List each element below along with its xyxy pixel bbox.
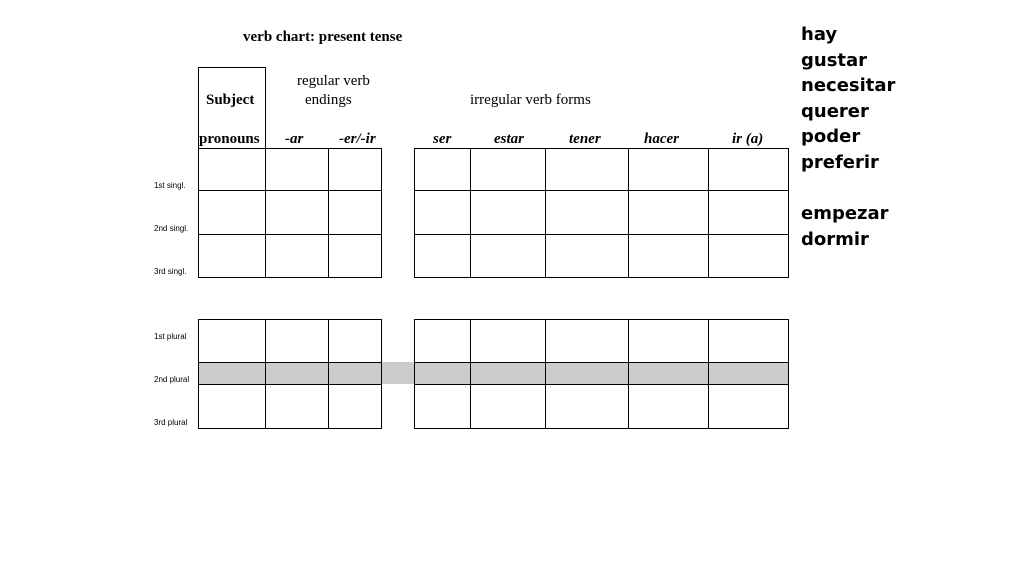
grid-cell-irregular bbox=[628, 234, 709, 278]
grid-cell-regular bbox=[328, 148, 382, 191]
header-ar: -ar bbox=[285, 131, 304, 147]
grid-cell-irregular bbox=[628, 362, 709, 385]
grid-cell-irregular bbox=[628, 319, 709, 363]
verb-item: necesitar bbox=[801, 75, 896, 97]
grid-cell-irregular bbox=[545, 234, 629, 278]
grid-cell-irregular bbox=[628, 384, 709, 429]
grid-cell-regular bbox=[198, 319, 266, 363]
header-tener: tener bbox=[569, 131, 601, 147]
chart-title: verb chart: present tense bbox=[243, 29, 403, 45]
header-ir: ir (a) bbox=[732, 131, 764, 147]
grid-cell-irregular bbox=[414, 362, 471, 385]
grid-cell-regular bbox=[265, 319, 329, 363]
grid-cell-irregular bbox=[470, 190, 546, 235]
grid-cell-regular bbox=[265, 362, 329, 385]
grid-cell-irregular bbox=[414, 234, 471, 278]
row-label-1st-singular: 1st singl. bbox=[154, 181, 186, 190]
grid-cell-irregular bbox=[545, 148, 629, 191]
grid-cell-irregular bbox=[545, 362, 629, 385]
grid-cell-regular bbox=[198, 362, 266, 385]
header-endings: endings bbox=[305, 92, 352, 108]
grid-cell-irregular bbox=[414, 190, 471, 235]
grid-cell-regular bbox=[265, 234, 329, 278]
grid-cell-regular bbox=[198, 234, 266, 278]
verb-item: preferir bbox=[801, 151, 879, 173]
grid-cell-regular bbox=[328, 190, 382, 235]
grid-cell-irregular bbox=[628, 148, 709, 191]
grid-cell-irregular bbox=[628, 190, 709, 235]
verb-item: dormir bbox=[801, 228, 869, 250]
row-label-1st-plural: 1st plural bbox=[154, 332, 187, 341]
grid-cell-irregular bbox=[545, 319, 629, 363]
grid-cell-irregular bbox=[708, 148, 789, 191]
header-estar: estar bbox=[494, 131, 524, 147]
grid-cell-irregular bbox=[414, 384, 471, 429]
header-regular-verb: regular verb bbox=[297, 73, 370, 89]
grid-cell-irregular bbox=[545, 190, 629, 235]
row-label-3rd-singular: 3rd singl. bbox=[154, 267, 187, 276]
grid-cell-regular bbox=[198, 384, 266, 429]
grid-cell-irregular bbox=[708, 234, 789, 278]
grid-cell-irregular bbox=[414, 148, 471, 191]
grid-cell-irregular bbox=[414, 319, 471, 363]
subject-header-top-line bbox=[198, 67, 266, 68]
grid-cell-regular bbox=[265, 190, 329, 235]
grid-cell-irregular bbox=[708, 190, 789, 235]
verb-item: empezar bbox=[801, 203, 889, 225]
header-er-ir: -er/-ir bbox=[339, 131, 376, 147]
verb-item: querer bbox=[801, 100, 869, 122]
verb-item: gustar bbox=[801, 49, 868, 71]
grid-cell-regular bbox=[198, 190, 266, 235]
row-label-2nd-singular: 2nd singl. bbox=[154, 224, 189, 233]
grid-cell-irregular bbox=[708, 362, 789, 385]
verb-item: hay bbox=[801, 24, 838, 45]
header-pronouns: pronouns bbox=[199, 131, 260, 147]
header-subject: Subject bbox=[206, 92, 255, 108]
grid-cell-regular bbox=[328, 319, 382, 363]
subject-header-right-line bbox=[265, 67, 266, 148]
grid-cell-regular bbox=[328, 384, 382, 429]
grid-cell-irregular bbox=[470, 319, 546, 363]
verb-spacer bbox=[801, 176, 895, 202]
grid-cell-irregular bbox=[470, 148, 546, 191]
grid-cell-irregular bbox=[470, 362, 546, 385]
grid-cell-irregular bbox=[470, 234, 546, 278]
grid-cell-irregular bbox=[708, 384, 789, 429]
verb-item: poder bbox=[801, 126, 861, 148]
header-hacer: hacer bbox=[644, 131, 679, 147]
row-label-3rd-plural: 3rd plural bbox=[154, 418, 188, 427]
header-ser: ser bbox=[433, 131, 452, 147]
grid-cell-regular bbox=[328, 362, 382, 385]
grid-cell-regular bbox=[265, 384, 329, 429]
grid-cell-regular bbox=[198, 148, 266, 191]
grid-cell-irregular bbox=[708, 319, 789, 363]
header-irregular: irregular verb forms bbox=[470, 92, 591, 108]
row-label-2nd-plural: 2nd plural bbox=[154, 375, 190, 384]
verb-list bbox=[801, 22, 895, 252]
grid-cell-regular bbox=[265, 148, 329, 191]
grid-cell-regular bbox=[328, 234, 382, 278]
grid-cell-irregular bbox=[470, 384, 546, 429]
grid-cell-irregular bbox=[545, 384, 629, 429]
